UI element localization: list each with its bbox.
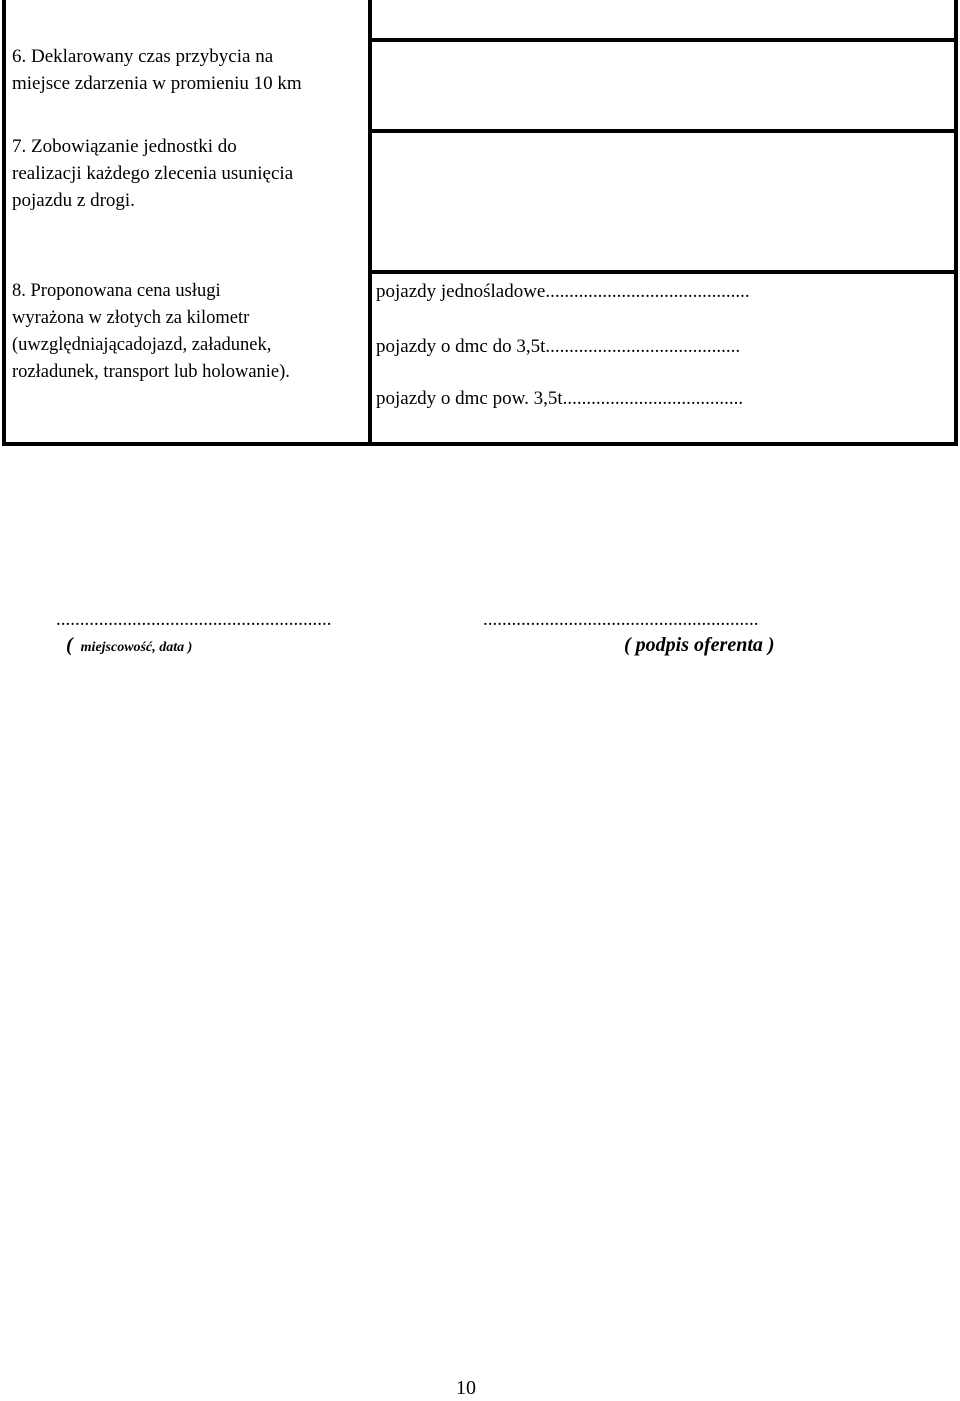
row-6-label bbox=[12, 43, 302, 97]
table-border-bottom bbox=[2, 442, 958, 446]
row-8-label-line-2: wyrażona w złotych za kilometr bbox=[12, 308, 250, 328]
row-8-label-line-3: (uwzględniającadojazd, załadunek, bbox=[12, 335, 272, 355]
row-8-value-heavy bbox=[376, 385, 743, 412]
row-8-label-line-4: rozładunek, transport lub holowanie). bbox=[12, 362, 290, 382]
offer-form-table bbox=[2, 0, 958, 446]
table-border-right bbox=[954, 0, 958, 446]
table-row-divider-2 bbox=[368, 129, 958, 133]
row-6-label-line-2: miejsce zdarzenia w promieniu 10 km bbox=[12, 73, 302, 94]
place-date-dotted-line: .......................................................... bbox=[56, 609, 332, 630]
place-date-label bbox=[66, 634, 192, 657]
place-date-label-text: miejscowość, data ) bbox=[80, 640, 193, 655]
place-date-label-paren: ( bbox=[66, 634, 73, 656]
row-7-label-line-3: pojazdu z drogi. bbox=[12, 190, 135, 211]
table-row-divider-3 bbox=[368, 270, 958, 274]
value-vehicles-over-3-5t: pojazdy o dmc pow. 3,5t...................................... bbox=[376, 388, 744, 409]
signature-dotted-line: .......................................................... bbox=[483, 609, 759, 630]
value-vehicles-up-to-3-5t: pojazdy o dmc do 3,5t......................................... bbox=[376, 336, 741, 357]
table-row-divider-1 bbox=[368, 38, 958, 42]
page-number: 10 bbox=[456, 1377, 476, 1399]
table-border-left bbox=[2, 0, 6, 446]
row-8-label bbox=[12, 278, 290, 386]
row-7-label-line-2: realizacji każdego zlecenia usunięcia bbox=[12, 163, 294, 184]
row-6-label-line-1: 6. Deklarowany czas przybycia na bbox=[12, 46, 274, 67]
row-7-label-line-1: 7. Zobowiązanie jednostki do bbox=[12, 136, 237, 157]
row-7-label bbox=[12, 133, 293, 214]
table-column-divider bbox=[368, 0, 372, 446]
row-8-label-line-1: 8. Proponowana cena usługi bbox=[12, 281, 221, 301]
value-single-track-vehicles: pojazdy jednośladowe........................................... bbox=[376, 281, 750, 302]
row-8-values bbox=[376, 278, 750, 357]
signature-label: ( podpis oferenta ) bbox=[624, 634, 775, 656]
